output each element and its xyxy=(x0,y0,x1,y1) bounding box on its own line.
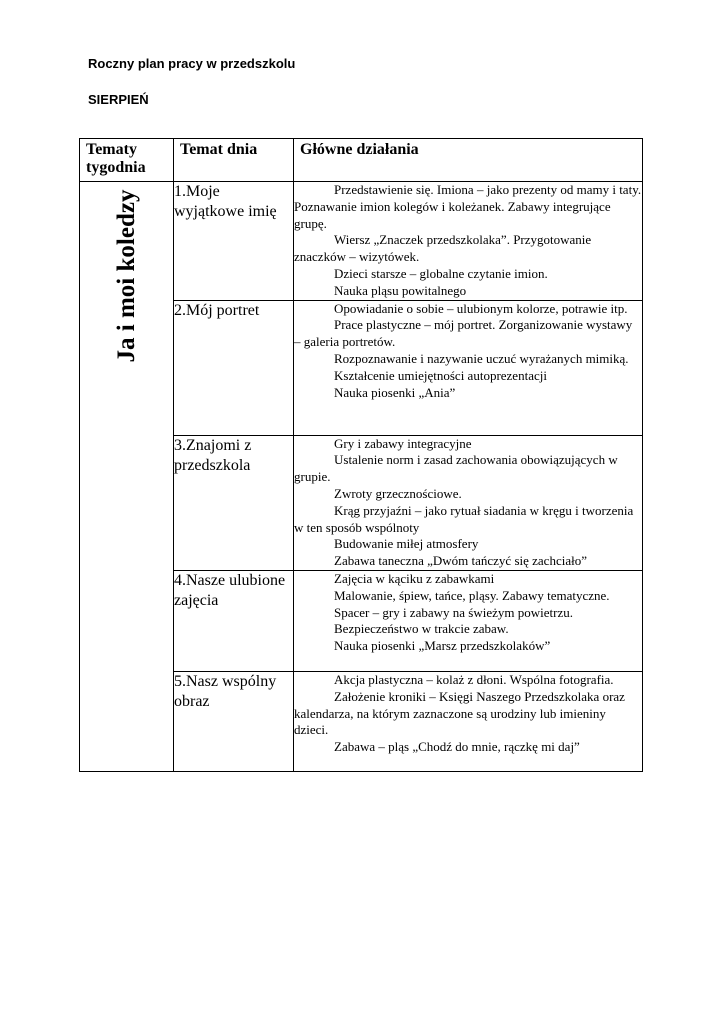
activity-text: Nauka pląsu powitalnego xyxy=(334,282,467,298)
table-header-row xyxy=(80,139,643,182)
activity-text: Nauka piosenki „Ania” xyxy=(334,384,456,400)
header-main-activities: Główne działania xyxy=(294,139,643,182)
activity-item xyxy=(294,536,642,553)
activity-item xyxy=(294,368,642,385)
activity-text: Przedstawienie się. Imiona – jako prezenty od mamy i taty. Poznawanie imion kolegów i koleżanek. Zabawy integrujące grupę. xyxy=(294,182,642,231)
activity-item xyxy=(294,266,642,283)
activity-item xyxy=(294,351,642,368)
activity-item xyxy=(294,232,642,266)
activity-text: Zabawa taneczna „Dwóm tańczyć się zachciało” xyxy=(334,553,587,569)
activity-text: Zajęcia w kąciku z zabawkami xyxy=(334,570,495,586)
header-week-topics: Tematy tygodnia xyxy=(80,139,174,182)
day-topic-cell: 1.Moje wyjątkowe imię xyxy=(174,182,294,301)
activity-text: Rozpoznawanie i nazywanie uczuć wyrażanych mimiką. xyxy=(334,350,629,366)
day-topic-cell: 5.Nasz wspólny obraz xyxy=(174,671,294,771)
activity-text: Malowanie, śpiew, tańce, pląsy. Zabawy tematyczne. xyxy=(334,587,610,603)
activity-item xyxy=(294,638,642,655)
activity-text: Opowiadanie o sobie – ulubionym kolorze, potrawie itp. xyxy=(334,300,628,316)
activity-text: Zwroty grzecznościowe. xyxy=(334,485,462,501)
table-row xyxy=(80,182,643,301)
activity-text: Akcja plastyczna – kolaż z dłoni. Wspólna fotografia. xyxy=(334,671,614,687)
activity-text: Zabawa – pląs „Chodź do mnie, rączkę mi daj” xyxy=(334,739,580,755)
activity-item xyxy=(294,605,642,622)
day-topic-cell: 4.Nasze ulubione zajęcia xyxy=(174,570,294,671)
activity-item xyxy=(294,182,642,232)
activity-text: Ustalenie norm i zasad zachowania obowiązujących w grupie. xyxy=(294,452,618,485)
activity-item xyxy=(294,436,642,453)
activity-text: Spacer – gry i zabawy na świeżym powietrzu. xyxy=(334,604,573,620)
activity-text: Założenie kroniki – Księgi Naszego Przedszkolaka oraz kalendarza, na którym zaznaczone są urodziny lub imieniny dzieci. xyxy=(294,688,625,738)
activity-item xyxy=(294,672,642,689)
week-topic-cell xyxy=(80,182,174,772)
activity-text: Prace plastyczne – mój portret. Zorganizowanie wystawy – galeria portretów. xyxy=(294,317,633,350)
activity-item xyxy=(294,571,642,588)
activity-item xyxy=(294,588,642,605)
activity-item xyxy=(294,283,642,300)
month-heading: SIERPIEŃ xyxy=(88,92,149,107)
activity-text: Wiersz „Znaczek przedszkolaka”. Przygotowanie znaczków – wizytówek. xyxy=(294,232,592,265)
activities-cell xyxy=(294,570,643,671)
activities-cell xyxy=(294,671,643,771)
activity-item xyxy=(294,503,642,537)
activity-text: Gry i zabawy integracyjne xyxy=(334,435,472,451)
day-topic-cell: 2.Mój portret xyxy=(174,300,294,435)
activity-item xyxy=(294,486,642,503)
activity-text: Bezpieczeństwo w trakcie zabaw. xyxy=(334,621,509,637)
activity-text: Dzieci starsze – globalne czytanie imion. xyxy=(334,265,548,281)
activity-item xyxy=(294,385,642,402)
day-topic-cell: 3.Znajomi z przedszkola xyxy=(174,435,294,570)
document-title: Roczny plan pracy w przedszkolu xyxy=(88,56,296,71)
activity-text: Budowanie miłej atmosfery xyxy=(334,536,479,552)
activity-item xyxy=(294,689,642,739)
plan-table xyxy=(79,138,643,772)
activity-text: Krąg przyjaźni – jako rytuał siadania w kręgu i tworzenia w ten sposób wspólnoty xyxy=(294,502,634,535)
activity-item xyxy=(294,317,642,351)
header-day-topic: Temat dnia xyxy=(174,139,294,182)
activity-item xyxy=(294,553,642,570)
activity-text: Kształcenie umiejętności autoprezentacji xyxy=(334,367,547,383)
activities-cell xyxy=(294,300,643,435)
plan-table-body xyxy=(80,182,643,772)
activity-item xyxy=(294,621,642,638)
activity-item xyxy=(294,739,642,756)
activity-item xyxy=(294,452,642,486)
activities-cell xyxy=(294,435,643,570)
activity-item xyxy=(294,301,642,318)
week-topic-vertical-title: Ja i moi koledzy xyxy=(112,189,140,363)
activities-cell xyxy=(294,182,643,301)
activity-text: Nauka piosenki „Marsz przedszkolaków” xyxy=(334,638,551,654)
